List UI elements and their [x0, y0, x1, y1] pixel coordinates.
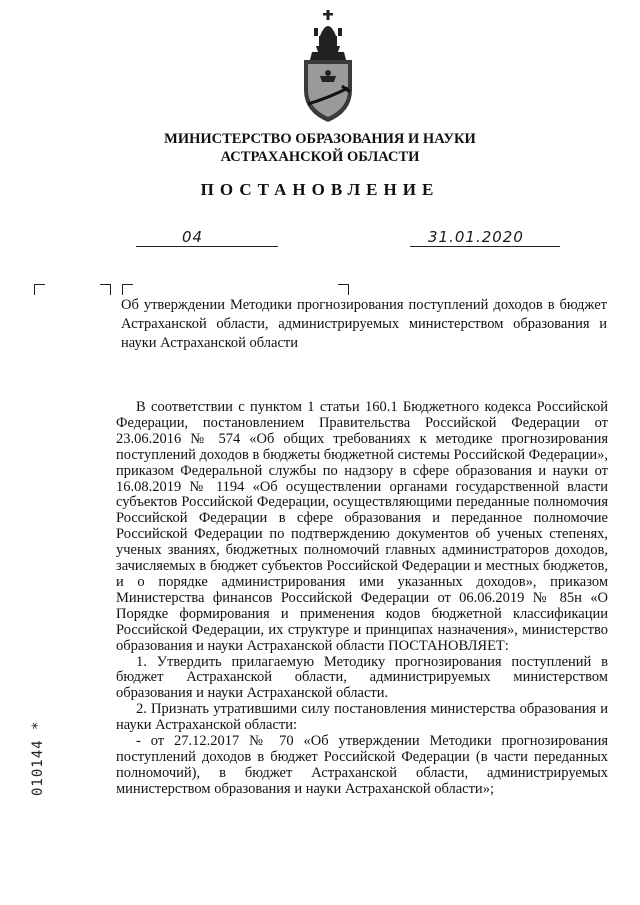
document-subject: Об утверждении Методики прогнозирования поступлений доходов в бюджет Астраханской области, администрируемых министерством образования и науки Астраханской области	[121, 297, 607, 351]
ministry-name-line1: МИНИСТЕРСТВО ОБРАЗОВАНИЯ И НАУКИ	[164, 131, 476, 147]
corner-mark-subject-close	[338, 284, 349, 295]
ministry-name-line2: АСТРАХАНСКОЙ ОБЛАСТИ	[220, 149, 420, 165]
registration-number: 04	[182, 228, 204, 246]
registration-number-field	[136, 226, 278, 247]
corner-mark-left-open	[34, 284, 45, 295]
document-type-title: ПОСТАНОВЛЕНИЕ	[200, 180, 440, 199]
item-1-paragraph: 1. Утвердить прилагаемую Методику прогнозирования поступлений в бюджет Астраханской области, администрируемых министерством образования и науки Астраханской области.	[116, 653, 608, 702]
document-body	[116, 400, 608, 798]
item-2-paragraph: 2. Признать утратившими силу постановления министерства образования и науки Астраханской области:	[116, 701, 608, 734]
preamble-paragraph: В соответствии с пунктом 1 статьи 160.1 Бюджетного кодекса Российской Федерации, постановлением Правительства Российской Федерации от 23.06.2016 № 574 «Об общих требованиях к методике прогнозирования поступлений доходов в бюджеты бюджетной системы Российской Федерации», приказом Федеральной службы по надзору в сфере образования и науки от 16.08.2019 № 1194 «Об осуществлении органами государственной власти субъектов Российской Федерации, осуществляющими переданные полномочия Российской Федерации в сфере образования и переданное полномочие Российской Федерации по подтверждению документов об ученых степенях, ученых званиях, бюджетных полномочий главных администраторов доходов, зачисляемых в бюджет субъектов Российской Федерации и местных бюджетов, и о порядке администрирования ими указанных доходов», приказом Министерства финансов Российской Федерации от 06.06.2019 № 85н «О Порядке формирования и применения кодов бюджетной классификации Российской Федерации, их структуре и принципах назначения», министерство образования и науки Астраханской области ПОСТАНОВЛЯЕТ:	[116, 399, 608, 654]
corner-mark-left-close	[100, 284, 111, 295]
margin-stamp-number: 010144 *	[30, 720, 46, 796]
registration-date: 31.01.2020	[428, 228, 524, 246]
registration-date-field	[410, 226, 560, 247]
corner-mark-subject-open	[122, 284, 133, 295]
ministry-name	[0, 130, 640, 166]
item-2-subitem-1-paragraph: - от 27.12.2017 № 70 «Об утверждении Методики прогнозирования поступлений доходов в бюджет Российской Федерации (в части переданных полномочий), в бюджет Астраханской области, администрируемых министерством образования и науки Астраханской области»;	[116, 733, 608, 797]
coat-of-arms-icon	[292, 8, 364, 126]
